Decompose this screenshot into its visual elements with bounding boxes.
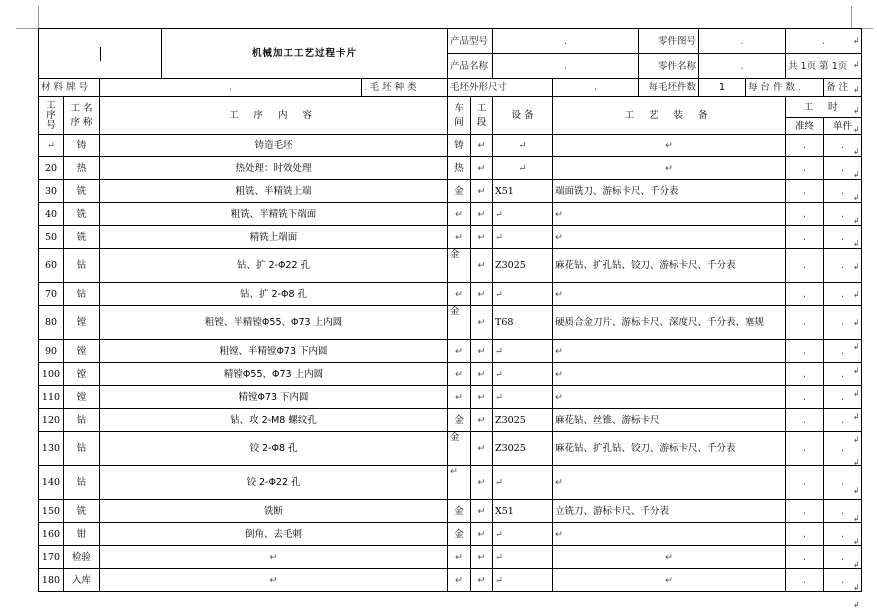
op-section[interactable]: ↵ [471, 432, 493, 466]
op-section[interactable]: ↵ [471, 249, 493, 283]
blank-type-value[interactable]: . [364, 83, 367, 92]
op-content[interactable]: 精镗Φ55、Φ73 上内圆 [100, 363, 448, 386]
op-content[interactable]: 精镗Φ73 下内圆 [100, 386, 448, 409]
paragraph-mark: ↲ [853, 318, 860, 327]
op-content[interactable]: 钻、扩 2-Φ8 孔 [100, 283, 448, 306]
op-section[interactable]: ↵ [471, 569, 493, 592]
paragraph-mark: ↲ [853, 106, 860, 115]
op-name[interactable]: 钻 [64, 249, 100, 283]
op-tooling[interactable]: ↵ [553, 546, 786, 569]
op-no[interactable]: 90 [39, 340, 64, 363]
op-workshop[interactable]: ↵ [448, 283, 471, 306]
op-tooling[interactable]: ↵ [553, 283, 786, 306]
header-row-1 [39, 29, 862, 54]
op-content[interactable]: 粗铣、半精铣下端面 [100, 203, 448, 226]
op-name[interactable]: 检验 [64, 546, 100, 569]
table-row [39, 432, 862, 466]
table-row [39, 500, 862, 523]
paragraph-mark: ↲ [853, 458, 860, 467]
op-unit-time[interactable]: . [824, 283, 862, 306]
blank-type-text: 毛 坯 种 类 [369, 82, 417, 93]
op-prep-time[interactable]: . [786, 500, 824, 523]
col-content: 工 序 内 容 [100, 97, 448, 135]
op-no[interactable]: 80 [39, 306, 64, 340]
op-section[interactable]: ↵ [471, 157, 493, 180]
table-row [39, 363, 862, 386]
paragraph-mark: ↲ [853, 366, 860, 375]
part-drawing-extra[interactable]: . [786, 29, 862, 54]
op-tooling[interactable]: ↵ [553, 157, 786, 180]
col-tooling: 工 艺 装 备 [553, 97, 786, 135]
op-workshop[interactable]: ↵ [448, 226, 471, 249]
op-tooling[interactable]: ↵ [553, 340, 786, 363]
op-unit-time[interactable]: . [824, 203, 862, 226]
op-name[interactable]: 钻 [64, 466, 100, 500]
op-workshop[interactable]: ↵ [448, 203, 471, 226]
paragraph-mark: ↲ [853, 537, 860, 546]
op-workshop[interactable]: 金 [448, 306, 471, 340]
op-tooling[interactable]: 硬质合金刀片、游标卡尺、深度尺、千分表、塞规 [553, 306, 786, 340]
op-content[interactable]: 钻、攻 2-M8 螺纹孔 [100, 409, 448, 432]
paragraph-mark: ↲ [853, 389, 860, 398]
op-unit-time[interactable]: . [824, 409, 862, 432]
op-unit-time[interactable]: . [824, 135, 862, 157]
paragraph-mark: ↲ [853, 193, 860, 202]
op-no[interactable]: 50 [39, 226, 64, 249]
op-name[interactable]: 铸 [64, 135, 100, 157]
paragraph-mark: ↲ [853, 147, 860, 156]
op-unit-time[interactable]: . [824, 226, 862, 249]
op-section[interactable]: ↵ [471, 203, 493, 226]
op-prep-time[interactable]: . [786, 386, 824, 409]
col-workshop [448, 97, 471, 135]
card-title: 机械加工工艺过程卡片 [162, 29, 448, 79]
op-no[interactable]: 150 [39, 500, 64, 523]
header-row-3 [39, 79, 862, 97]
op-unit-time[interactable]: . [824, 157, 862, 180]
op-no[interactable]: 170 [39, 546, 64, 569]
op-unit-time[interactable]: . [824, 386, 862, 409]
total-unit: 页 [806, 60, 817, 72]
op-content[interactable]: 铰 2-Φ22 孔 [100, 466, 448, 500]
paragraph-mark: ↲ [853, 85, 860, 94]
product-name-label: 产品名称 [448, 54, 493, 79]
col-hours: 工 时 [786, 97, 862, 118]
table-row [39, 306, 862, 340]
paragraph-mark: ↲ [853, 290, 860, 299]
op-content[interactable]: ↵ [100, 569, 448, 592]
op-workshop[interactable]: 金 [448, 249, 471, 283]
op-workshop[interactable]: 热 [448, 157, 471, 180]
page-number: 1 [831, 60, 838, 72]
op-equipment[interactable]: ↵ [493, 340, 553, 363]
col-workshop-line1: 车 [454, 102, 464, 114]
op-content[interactable]: 倒角、去毛刺 [100, 523, 448, 546]
op-no[interactable]: 20 [39, 157, 64, 180]
table-row [39, 203, 862, 226]
product-model-label: 产品型号 [448, 29, 493, 54]
op-name[interactable]: 镗 [64, 306, 100, 340]
material-label: 材 料 牌 号 [39, 79, 100, 97]
op-no[interactable]: 40 [39, 203, 64, 226]
blank-size-value[interactable]: . [553, 79, 639, 97]
op-workshop[interactable]: 金 [448, 500, 471, 523]
op-equipment[interactable]: Z3025 [493, 249, 553, 283]
table-row [39, 226, 862, 249]
paragraph-mark: ↲ [853, 435, 860, 444]
op-equipment[interactable]: ↵ [493, 523, 553, 546]
op-unit-time[interactable]: . [824, 523, 862, 546]
paragraph-mark: ↲ [853, 262, 860, 271]
per-blank-value[interactable]: 1 [699, 79, 746, 97]
op-equipment[interactable]: ↵ [493, 157, 553, 180]
op-content[interactable]: 粗镗、半精镗Φ73 下内圆 [100, 340, 448, 363]
op-tooling[interactable]: 麻花钻、扩孔钻、铰刀、游标卡尺、千分表 [553, 249, 786, 283]
op-equipment[interactable]: ↵ [493, 203, 553, 226]
paragraph-mark: ↲ [853, 60, 860, 69]
op-no[interactable]: 30 [39, 180, 64, 203]
op-prep-time[interactable]: . [786, 523, 824, 546]
op-name[interactable]: 钻 [64, 432, 100, 466]
op-name[interactable]: 钻 [64, 409, 100, 432]
col-section-line2: 段 [476, 116, 487, 128]
op-section[interactable]: ↵ [471, 340, 493, 363]
per-unit-cell [746, 79, 824, 97]
op-equipment[interactable]: X51 [493, 180, 553, 203]
op-workshop[interactable]: ↵ [448, 569, 471, 592]
part-name-value[interactable]: . [699, 54, 786, 79]
paragraph-mark: ↲ [853, 36, 860, 45]
op-content[interactable]: 粗镗、半精镗Φ55、Φ73 上内圆 [100, 306, 448, 340]
op-name[interactable]: 镗 [64, 363, 100, 386]
op-no[interactable]: 140 [39, 466, 64, 500]
table-row [39, 249, 862, 283]
op-section[interactable]: ↵ [471, 306, 493, 340]
op-equipment[interactable]: T68 [493, 306, 553, 340]
op-workshop[interactable]: ↵ [448, 386, 471, 409]
op-tooling[interactable]: ↵ [553, 386, 786, 409]
table-row [39, 466, 862, 500]
col-seq-no-line1: 工 [46, 99, 56, 111]
op-name[interactable]: 铣 [64, 226, 100, 249]
op-unit-time[interactable]: . [824, 500, 862, 523]
paragraph-mark: ↲ [853, 170, 860, 179]
op-no[interactable]: 160 [39, 523, 64, 546]
op-content[interactable]: 铸造毛坯 [100, 135, 448, 157]
op-prep-time[interactable]: . [786, 363, 824, 386]
op-no[interactable]: 100 [39, 363, 64, 386]
op-section[interactable]: ↵ [471, 283, 493, 306]
op-workshop[interactable]: ↵ [448, 340, 471, 363]
op-no[interactable]: 130 [39, 432, 64, 466]
op-equipment[interactable]: ↵ [493, 135, 553, 157]
op-name[interactable]: 入库 [64, 569, 100, 592]
col-seq-name-line1: 工 名 [70, 102, 93, 114]
blank-size-label: 毛坯外形尺寸 [448, 79, 553, 97]
op-workshop[interactable]: 金 [448, 180, 471, 203]
col-unit-time: 单件 [824, 118, 862, 135]
op-tooling[interactable]: ↵ [553, 523, 786, 546]
op-name[interactable]: 铣 [64, 203, 100, 226]
op-unit-time[interactable]: . [824, 340, 862, 363]
table-row [39, 569, 862, 592]
op-equipment[interactable]: ↵ [493, 466, 553, 500]
op-prep-time[interactable]: . [786, 306, 824, 340]
table-row [39, 283, 862, 306]
op-unit-time[interactable]: . [824, 306, 862, 340]
col-seq-no [39, 97, 64, 135]
op-prep-time[interactable]: . [786, 466, 824, 500]
col-workshop-line2: 间 [454, 116, 464, 128]
op-content[interactable]: 铰 2-Φ8 孔 [100, 432, 448, 466]
part-drawing-label: 零件图号 [639, 29, 699, 54]
part-name-label: 零件名称 [639, 54, 699, 79]
op-tooling[interactable]: 麻花钻、丝锥、游标卡尺 [553, 409, 786, 432]
op-section[interactable]: ↵ [471, 226, 493, 249]
table-row [39, 523, 862, 546]
op-equipment[interactable]: ↵ [493, 283, 553, 306]
op-content[interactable]: 钻、扩 2-Φ22 孔 [100, 249, 448, 283]
op-tooling[interactable]: 立铣刀、游标卡尺、千分表 [553, 500, 786, 523]
logo-cell[interactable] [39, 29, 162, 79]
table-row [39, 409, 862, 432]
column-header-row-1 [39, 97, 862, 118]
op-prep-time[interactable]: . [786, 283, 824, 306]
process-card-table [38, 28, 862, 592]
op-unit-time[interactable]: . [824, 466, 862, 500]
op-workshop[interactable]: ↵ [448, 363, 471, 386]
op-prep-time[interactable]: . [786, 432, 824, 466]
paragraph-mark: ↲ [853, 412, 860, 421]
table-row [39, 180, 862, 203]
op-unit-time[interactable]: . [824, 180, 862, 203]
op-section[interactable]: ↵ [471, 363, 493, 386]
total-pages: 1 [800, 60, 807, 72]
paragraph-mark: ↲ [853, 486, 860, 495]
col-seq-no-line3: 号 [46, 119, 56, 131]
op-workshop[interactable]: 金 [448, 409, 471, 432]
total-label: 共 [788, 60, 798, 72]
op-no[interactable]: 180 [39, 569, 64, 592]
op-tooling[interactable]: 麻花钻、扩孔钻、铰刀、游标卡尺、千分表 [553, 432, 786, 466]
op-workshop[interactable]: ↵ [448, 546, 471, 569]
operations-body [39, 135, 862, 592]
op-name[interactable]: 铣 [64, 500, 100, 523]
op-tooling[interactable]: ↵ [553, 466, 786, 500]
op-equipment[interactable]: ↵ [493, 569, 553, 592]
product-model-value[interactable]: . [493, 29, 639, 54]
part-drawing-value[interactable]: . [699, 29, 786, 54]
op-unit-time[interactable]: . [824, 546, 862, 569]
op-prep-time[interactable]: . [786, 409, 824, 432]
op-tooling[interactable]: ↵ [553, 203, 786, 226]
paragraph-mark: ↲ [853, 342, 860, 351]
col-section-line1: 工 [476, 102, 487, 114]
op-workshop[interactable]: 铸 [448, 135, 471, 157]
op-equipment[interactable]: ↵ [493, 363, 553, 386]
product-name-value[interactable]: . [493, 54, 639, 79]
paragraph-mark: ↲ [853, 514, 860, 523]
op-content[interactable]: 粗铣、半精铣上端 [100, 180, 448, 203]
op-name[interactable]: 镗 [64, 340, 100, 363]
paragraph-mark: ↲ [853, 239, 860, 248]
op-tooling[interactable]: ↵ [553, 363, 786, 386]
op-section[interactable]: ↵ [471, 523, 493, 546]
page-unit: 页 [837, 60, 848, 72]
op-section[interactable]: ↵ [471, 409, 493, 432]
op-prep-time[interactable]: . [786, 546, 824, 569]
col-section [471, 97, 493, 135]
paragraph-mark: ↲ [853, 600, 860, 609]
op-tooling[interactable]: 端面铣刀、游标卡尺、千分表 [553, 180, 786, 203]
op-prep-time[interactable]: . [786, 569, 824, 592]
material-value[interactable]: . [100, 79, 362, 97]
op-content[interactable]: 精铣上端面 [100, 226, 448, 249]
op-content[interactable]: ↵ [100, 546, 448, 569]
op-section[interactable]: ↵ [471, 180, 493, 203]
per-unit-value[interactable]: . [798, 83, 801, 92]
op-workshop[interactable]: 金 [448, 523, 471, 546]
op-no[interactable]: 120 [39, 409, 64, 432]
col-seq-no-line2: 序 [46, 109, 56, 121]
op-prep-time[interactable]: . [786, 203, 824, 226]
paragraph-mark: ↲ [853, 560, 860, 569]
op-section[interactable]: ↵ [471, 500, 493, 523]
op-section[interactable]: ↵ [471, 546, 493, 569]
op-no[interactable]: 70 [39, 283, 64, 306]
op-unit-time[interactable]: . [824, 569, 862, 592]
op-workshop[interactable]: 金 [448, 432, 471, 466]
op-section[interactable]: ↵ [471, 466, 493, 500]
op-equipment[interactable]: Z3025 [493, 432, 553, 466]
op-tooling[interactable]: ↵ [553, 135, 786, 157]
op-prep-time[interactable]: . [786, 157, 824, 180]
paragraph-mark: ↲ [853, 216, 860, 225]
table-row [39, 340, 862, 363]
op-no[interactable]: 110 [39, 386, 64, 409]
op-no[interactable]: 60 [39, 249, 64, 283]
op-name[interactable]: 钳 [64, 523, 100, 546]
op-section[interactable]: ↵ [471, 135, 493, 157]
op-prep-time[interactable]: . [786, 249, 824, 283]
per-blank-label: 每毛坯件数 [639, 79, 699, 97]
paragraph-mark: ↲ [853, 583, 860, 592]
remark-label: 备 注 [826, 82, 849, 93]
paragraph-mark: ↲ [853, 125, 860, 134]
table-row [39, 546, 862, 569]
col-prep-time: 准终 [786, 118, 824, 135]
op-equipment[interactable]: Z3025 [493, 409, 553, 432]
op-tooling[interactable]: ↵ [553, 569, 786, 592]
op-section[interactable]: ↵ [471, 386, 493, 409]
op-content[interactable]: 热处理：时效处理 [100, 157, 448, 180]
op-equipment[interactable]: ↵ [493, 546, 553, 569]
op-unit-time[interactable]: . [824, 249, 862, 283]
table-row [39, 135, 862, 157]
op-equipment[interactable]: ↵ [493, 226, 553, 249]
op-prep-time[interactable]: . [786, 180, 824, 203]
col-equipment: 设 备 [493, 97, 553, 135]
per-unit-label: 每 台 件 数 [748, 82, 796, 93]
op-tooling[interactable]: ↵ [553, 226, 786, 249]
op-name[interactable]: 钻 [64, 283, 100, 306]
col-seq-name-line2: 序 称 [70, 116, 93, 128]
page-count-cell [786, 54, 862, 79]
op-unit-time[interactable]: . [824, 363, 862, 386]
op-name[interactable]: 铣 [64, 180, 100, 203]
op-unit-time[interactable]: . [824, 432, 862, 466]
op-workshop[interactable]: ↵ [448, 466, 471, 500]
op-name[interactable]: 镗 [64, 386, 100, 409]
blank-type-label [362, 79, 448, 97]
table-row [39, 386, 862, 409]
col-seq-name [64, 97, 100, 135]
op-equipment[interactable]: ↵ [493, 386, 553, 409]
page-label: 第 [819, 60, 829, 72]
op-name[interactable]: 热 [64, 157, 100, 180]
op-equipment[interactable]: X51 [493, 500, 553, 523]
op-content[interactable]: 铣断 [100, 500, 448, 523]
op-prep-time[interactable]: . [786, 340, 824, 363]
table-row [39, 157, 862, 180]
op-no[interactable]: ↵ [39, 135, 64, 157]
op-prep-time[interactable]: . [786, 226, 824, 249]
op-prep-time[interactable]: . [786, 135, 824, 157]
text-cursor [100, 47, 101, 61]
